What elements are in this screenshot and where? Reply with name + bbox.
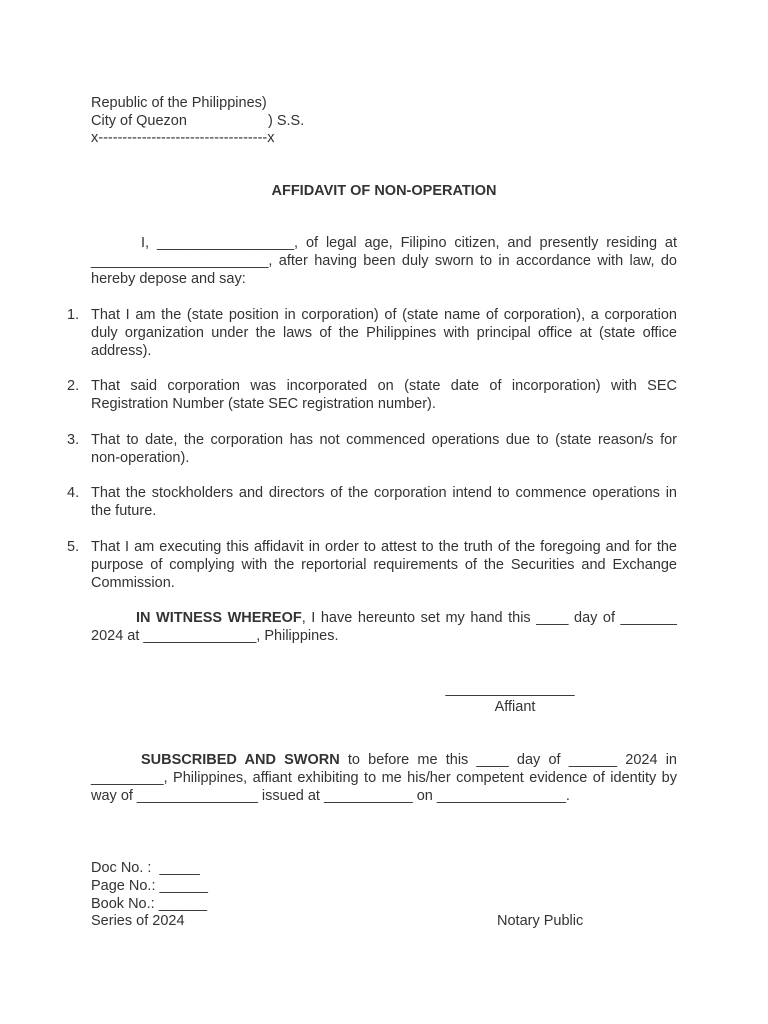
item-text-2: That said corporation was incorporated on (state date of incorporation) with SEC Registration Number (state SEC registration number). <box>91 378 677 412</box>
intro-paragraph <box>91 234 677 288</box>
series: Series of 2024 <box>91 913 185 929</box>
item-text-1: That I am the (state position in corporation) of (state name of corporation), a corporation duly organization under the laws of the Philippines with principal office at (state office address). <box>91 307 677 359</box>
jurat-paragraph <box>91 751 677 805</box>
item-number-4: 4. <box>67 485 80 501</box>
header-republic: Republic of the Philippines) <box>91 95 267 111</box>
jurat-bold: SUBSCRIBED AND SWORN <box>141 752 340 768</box>
header-city: City of Quezon <box>91 113 187 129</box>
page-no: Page No.: ______ <box>91 878 208 894</box>
item-text-3: That to date, the corporation has not commenced operations due to (state reason/s for non-operation). <box>91 432 677 466</box>
header-ss: ) S.S. <box>268 113 305 129</box>
item-text-4: That the stockholders and directors of the corporation intend to commence operations in the future. <box>91 485 677 519</box>
intro-text: _________________, of legal age, Filipino citizen, and presently residing at ______________________, after having been duly sworn to in accordance with law, do hereby depose and say: <box>91 235 677 287</box>
witness-bold: IN WITNESS WHEREOF <box>136 610 302 626</box>
affiant-signature-line: ________________ <box>445 681 575 697</box>
notary-public-label: Notary Public <box>497 913 584 929</box>
book-no: Book No.: ______ <box>91 896 208 912</box>
item-number-5: 5. <box>67 539 80 555</box>
intro-indent: I, <box>141 235 150 251</box>
jurat-text: to before me this ____ day of ______ 2024 in _________, Philippines, affiant exhibiting to me his/her competent evidence of identity by way of _______________ issued at ___________ on ________________. <box>91 752 678 804</box>
item-number-3: 3. <box>67 432 80 448</box>
witness-paragraph <box>91 609 677 645</box>
header-divider: x-----------------------------------x <box>91 130 275 146</box>
item-number-2: 2. <box>67 378 80 394</box>
item-number-1: 1. <box>67 307 80 323</box>
doc-no: Doc No. : _____ <box>91 860 200 876</box>
witness-text: , I have hereunto set my hand this ____ day of _______ 2024 at ______________, Philippines. <box>91 610 677 644</box>
affiant-label: Affiant <box>494 699 536 715</box>
item-text-5: That I am executing this affidavit in order to attest to the truth of the foregoing and for the purpose of complying with the reportorial requirements of the Securities and Exchange Commission. <box>91 539 677 591</box>
document-title: AFFIDAVIT OF NON-OPERATION <box>271 183 497 199</box>
